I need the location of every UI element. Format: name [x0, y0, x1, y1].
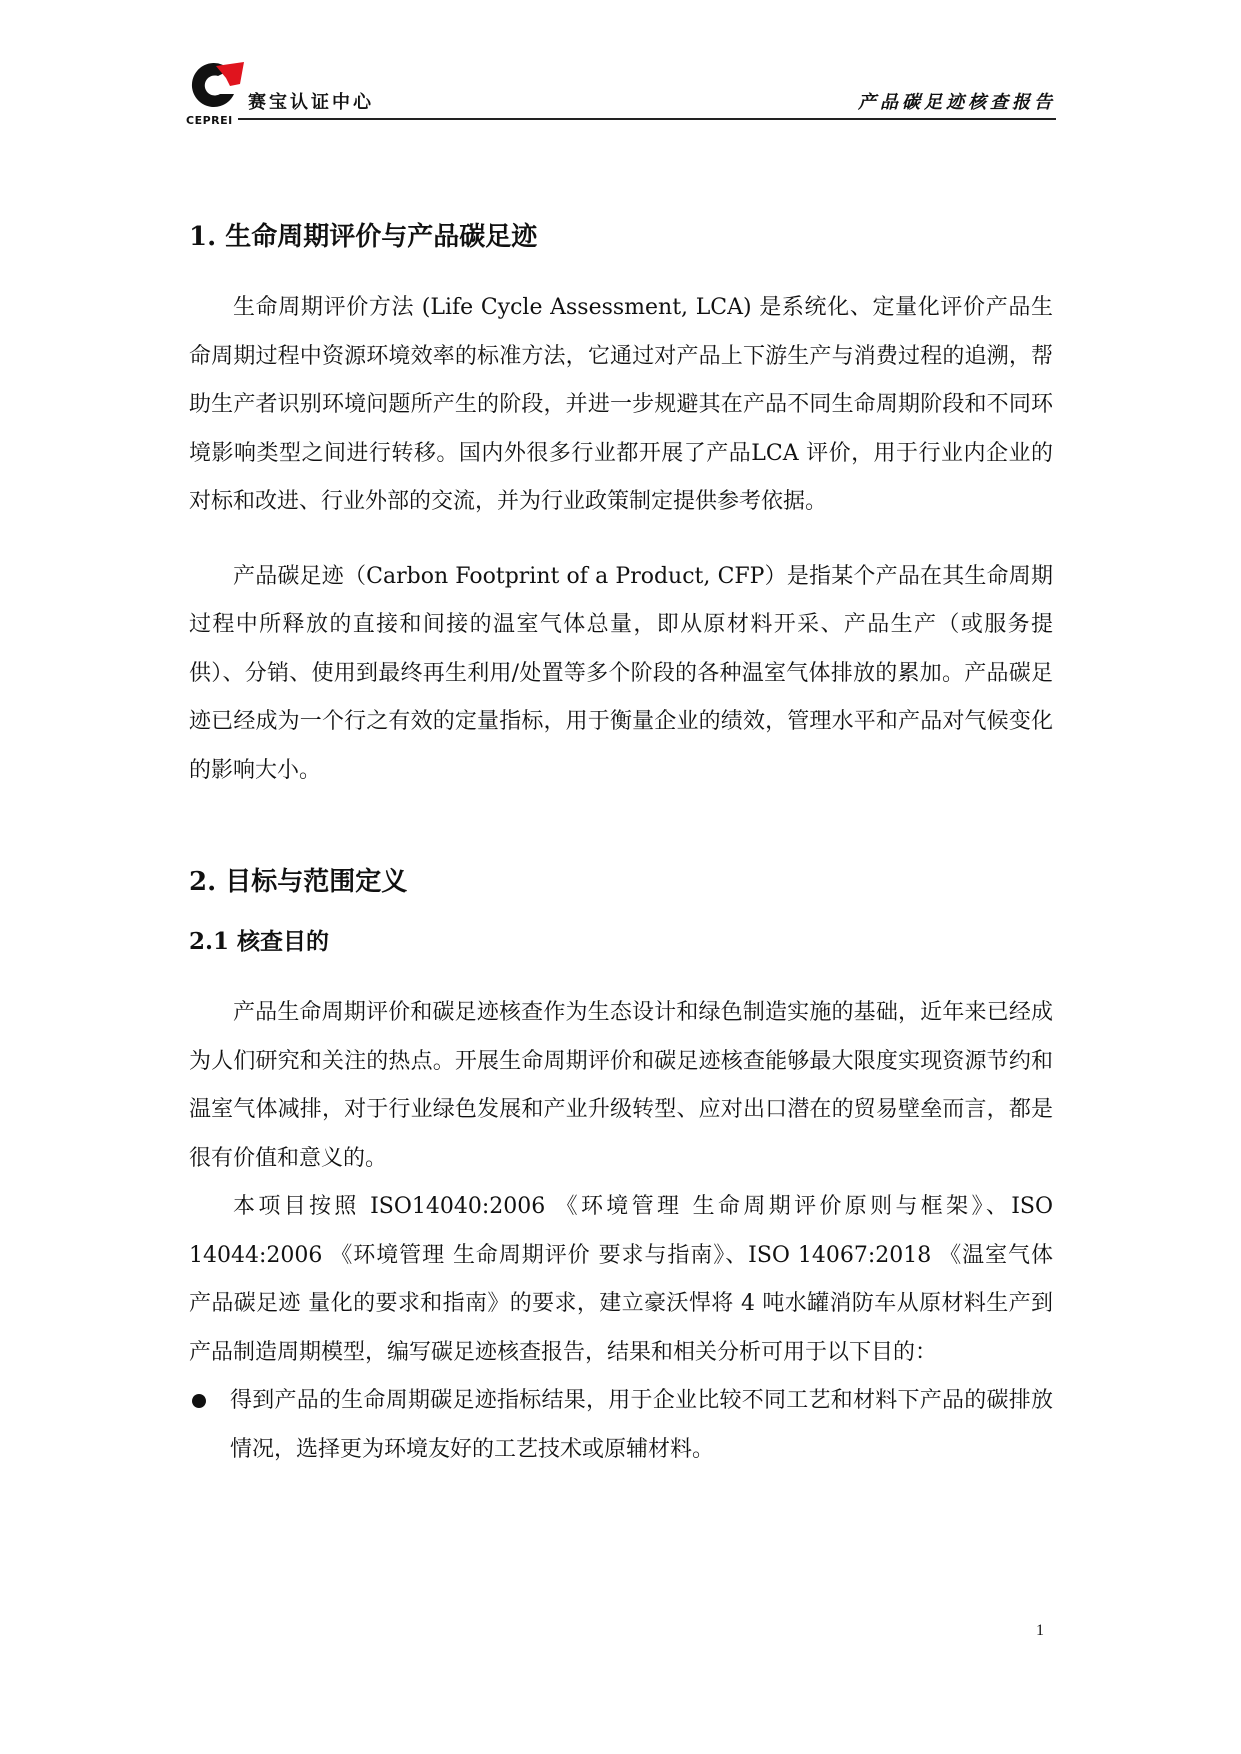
section-2-1-heading: 2.1 核查目的	[189, 928, 330, 955]
page-header	[186, 56, 1056, 127]
header-divider	[238, 118, 1056, 120]
section-1-paragraph-2: 产品碳足迹（Carbon Footprint of a Product, CFP）是指某个产品在其生命周期过程中所释放的直接和间接的温室气体总量，即从原材料开采、产品生产（或服务提供）、分销、使用到最终再生利用/处置等多个阶段的各种温室气体排放的累加。产品碳足迹已经成为一个行之有效的定量指标，用于衡量企业的绩效，管理水平和产品对气候变化的影响大小。	[189, 563, 1053, 783]
list-item	[140, 1377, 1053, 1474]
list-item-text: 得到产品的生命周期碳足迹指标结果，用于企业比较不同工艺和材料下产品的碳排放情况，选择更为环境友好的工艺技术或原辅材料。	[230, 1388, 1053, 1462]
section-2-1-paragraph-1: 产品生命周期评价和碳足迹核查作为生态设计和绿色制造实施的基础，近年来已经成为人们研究和关注的热点。开展生命周期评价和碳足迹核查能够最大限度实现资源节约和温室气体减排，对于行业绿色发展和产业升级转型、应对出口潜在的贸易壁垒而言，都是很有价值和意义的。	[189, 1000, 1053, 1171]
bullet-icon	[192, 1394, 206, 1408]
document-body	[189, 200, 1053, 1474]
section-1-paragraph-1: 生命周期评价方法 (Life Cycle Assessment, LCA) 是系统化、定量化评价产品生命周期过程中资源环境效率的标准方法，它通过对产品上下游生产与消费过程的追溯，帮助生产者识别环境问题所产生的阶段，并进一步规避其在产品不同生命周期阶段和不同环境影响类型之间进行转移。国内外很多行业都开展了产品LCA 评价，用于行业内企业的对标和改进、行业外部的交流，并为行业政策制定提供参考依据。	[189, 295, 1053, 514]
ceprei-logo-icon	[186, 56, 246, 116]
page-number: 1	[1036, 1622, 1044, 1639]
section-1-heading: 1. 生命周期评价与产品碳足迹	[189, 222, 538, 252]
section-2-1-paragraph-2: 本项目按照 ISO14040:2006 《环境管理 生命周期评价原则与框架》、ISO 14044:2006 《环境管理 生命周期评价 要求与指南》、ISO 14067:2018 《温室气体 产品碳足迹 量化的要求和指南》的要求，建立豪沃悍将 4 吨水罐消防车从原材料生产到产品制造周期模型，编写碳足迹核查报告，结果和相关分析可用于以下目的：	[189, 1194, 1053, 1365]
logo-english-name: CEPREI	[186, 114, 233, 127]
section-2-heading: 2. 目标与范围定义	[189, 867, 408, 897]
logo-chinese-name: 赛宝认证中心	[248, 92, 374, 113]
report-title: 产品碳足迹核查报告	[858, 92, 1056, 113]
